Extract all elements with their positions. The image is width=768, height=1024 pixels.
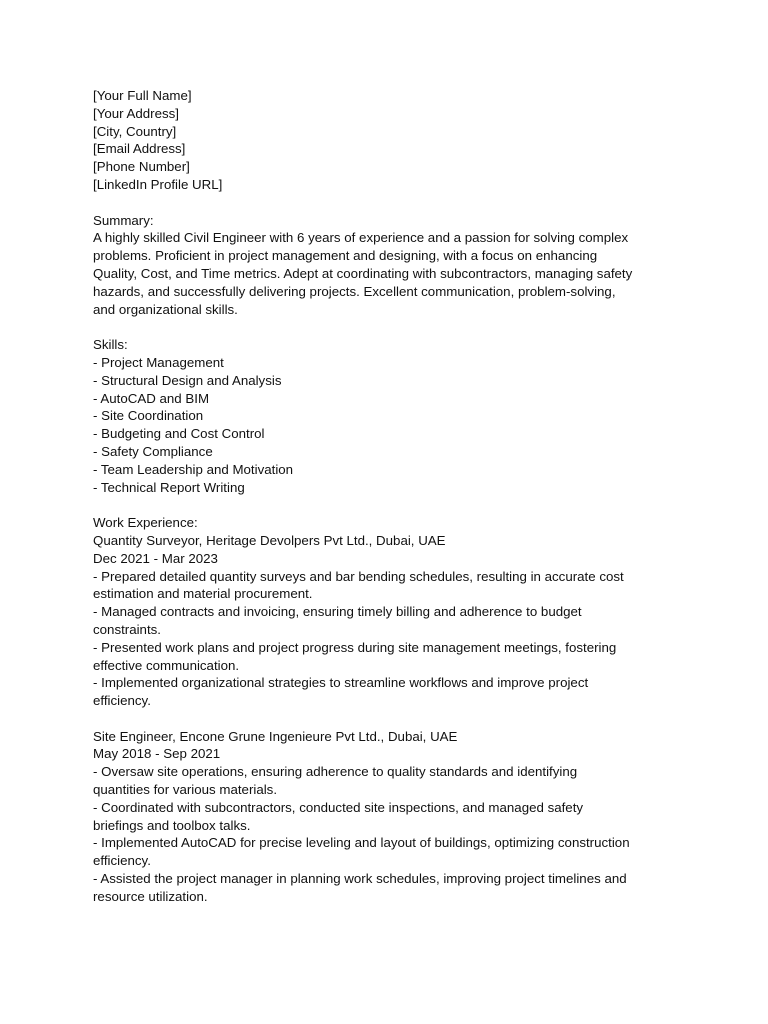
job-line: - Presented work plans and project progress during site management meetings, fostering	[93, 639, 617, 655]
summary-heading: Summary:	[93, 212, 154, 228]
contact-linkedin: [LinkedIn Profile URL]	[93, 176, 223, 192]
skill-item: - Structural Design and Analysis	[93, 372, 282, 388]
job-dates: Dec 2021 - Mar 2023	[93, 550, 218, 566]
summary-line: and organizational skills.	[93, 301, 238, 317]
summary-line: Quality, Cost, and Time metrics. Adept at coordinating with subcontractors, managing safety	[93, 265, 633, 281]
job-line: - Assisted the project manager in planning work schedules, improving project timelines and	[93, 871, 627, 887]
job-line: - Prepared detailed quantity surveys and bar bending schedules, resulting in accurate cost	[93, 568, 624, 584]
skill-item: - Team Leadership and Motivation	[93, 461, 294, 477]
job-line: efficiency.	[93, 693, 151, 709]
skill-item: - Technical Report Writing	[93, 479, 245, 495]
contact-name: [Your Full Name]	[93, 88, 192, 103]
spacer	[93, 496, 693, 514]
skill-item: - Site Coordination	[93, 408, 204, 424]
job-line: efficiency.	[93, 853, 151, 869]
skill-item: - Project Management	[93, 354, 224, 370]
job-entry	[93, 532, 693, 710]
skills-heading: Skills:	[93, 337, 128, 353]
job-line: constraints.	[93, 621, 161, 637]
job-line: - Implemented organizational strategies to streamline workflows and improve project	[93, 675, 589, 691]
job-line: effective communication.	[93, 657, 240, 673]
skill-item: - Budgeting and Cost Control	[93, 426, 265, 442]
job-line: - Managed contracts and invoicing, ensuring timely billing and adherence to budget	[93, 604, 582, 620]
job-line: estimation and material procurement.	[93, 586, 313, 602]
contact-address: [Your Address]	[93, 105, 179, 121]
job-entry	[93, 728, 693, 906]
summary-section	[93, 212, 693, 319]
job-dates: May 2018 - Sep 2021	[93, 746, 221, 762]
job-line: briefings and toolbox talks.	[93, 817, 251, 833]
experience-heading: Work Experience:	[93, 515, 198, 531]
contact-phone: [Phone Number]	[93, 159, 190, 175]
skills-section	[93, 336, 693, 496]
skill-item: - AutoCAD and BIM	[93, 390, 210, 406]
skill-item: - Safety Compliance	[93, 443, 213, 459]
job-line: resource utilization.	[93, 888, 208, 904]
summary-line: A highly skilled Civil Engineer with 6 years of experience and a passion for solving complex	[93, 230, 629, 246]
job-line: quantities for various materials.	[93, 782, 278, 798]
job-line: - Coordinated with subcontractors, conducted site inspections, and managed safety	[93, 799, 584, 815]
spacer	[93, 318, 693, 336]
resume-document	[93, 87, 693, 906]
job-title: Site Engineer, Encone Grune Ingenieure Pvt Ltd., Dubai, UAE	[93, 728, 458, 744]
spacer	[93, 710, 693, 728]
job-title: Quantity Surveyor, Heritage Devolpers Pvt Ltd., Dubai, UAE	[93, 532, 446, 548]
contact-block	[93, 87, 693, 194]
job-line: - Oversaw site operations, ensuring adherence to quality standards and identifying	[93, 764, 578, 780]
spacer	[93, 194, 693, 212]
experience-section	[93, 514, 693, 906]
job-line: - Implemented AutoCAD for precise leveling and layout of buildings, optimizing construction	[93, 835, 630, 851]
contact-city-country: [City, Country]	[93, 123, 177, 139]
summary-line: problems. Proficient in project management and designing, with a focus on enhancing	[93, 248, 598, 264]
contact-email: [Email Address]	[93, 141, 186, 157]
summary-line: hazards, and successfully delivering projects. Excellent communication, problem-solving,	[93, 283, 616, 299]
